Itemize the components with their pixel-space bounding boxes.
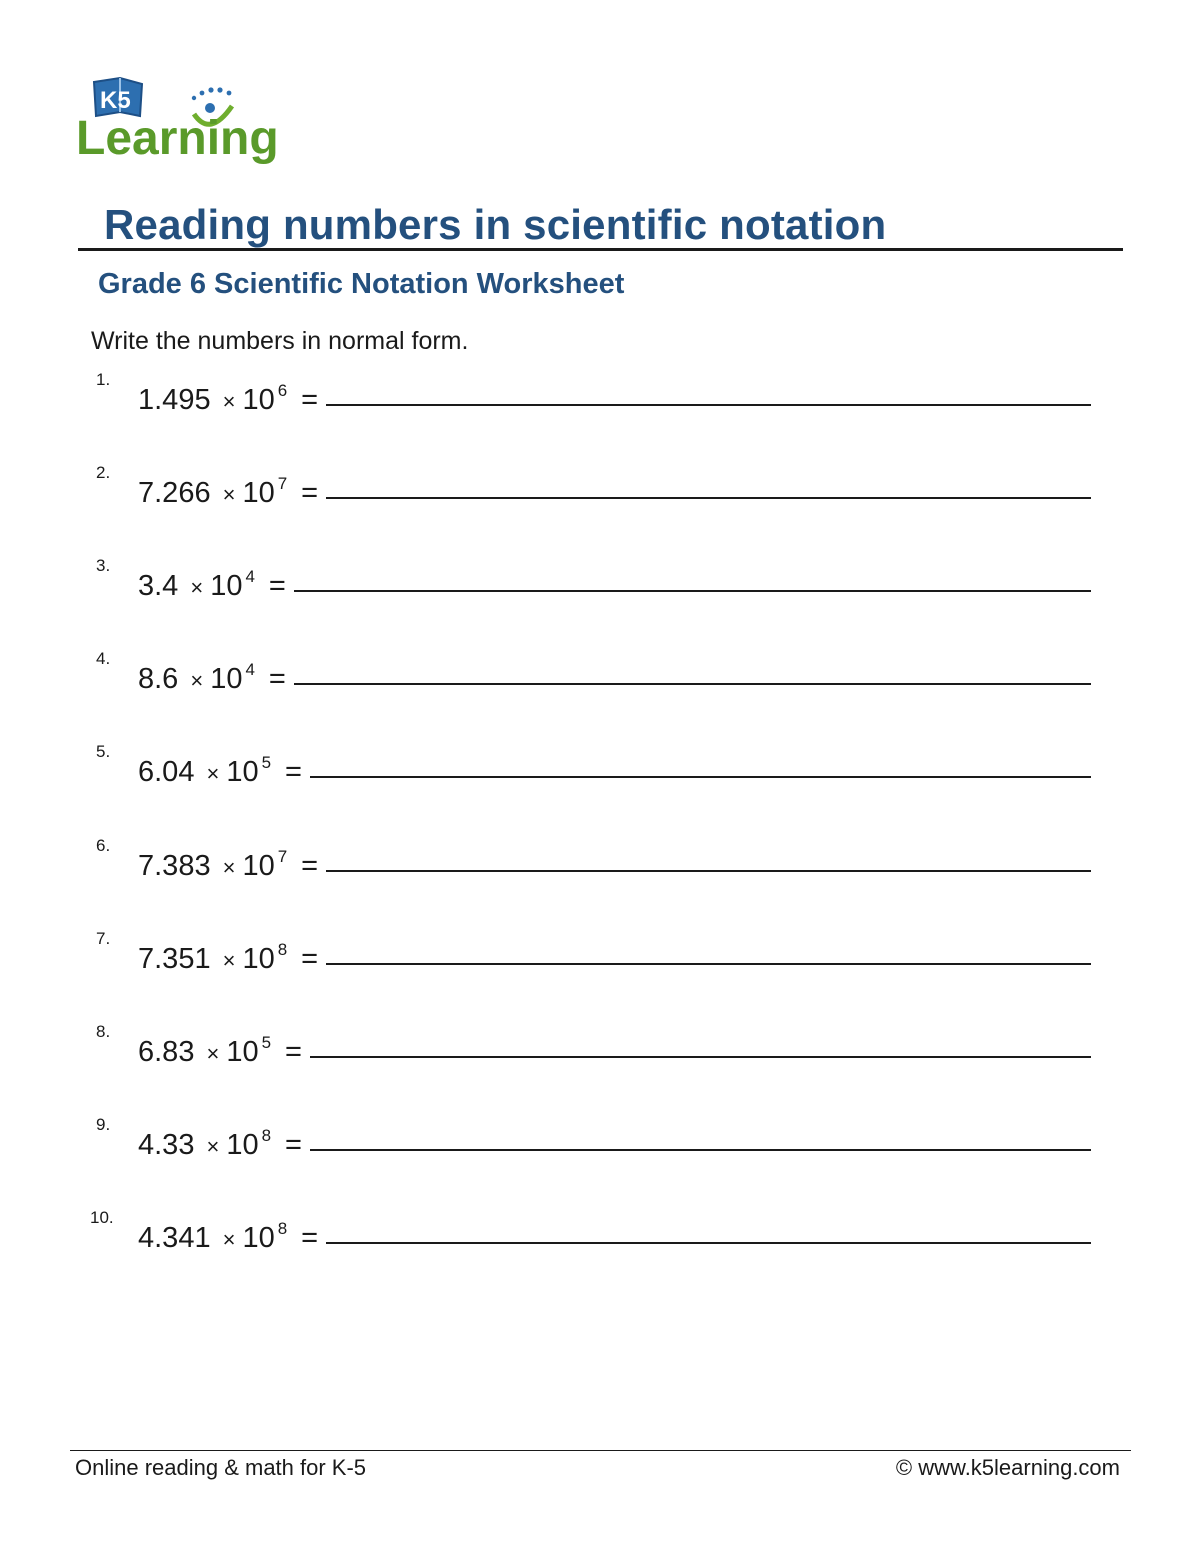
coefficient: 6.83	[138, 1035, 195, 1068]
equals-symbol: =	[268, 663, 286, 696]
answer-line[interactable]	[310, 1149, 1091, 1151]
worksheet-subtitle: Grade 6 Scientific Notation Worksheet	[98, 268, 625, 300]
answer-line[interactable]	[310, 776, 1091, 778]
answer-line[interactable]	[326, 497, 1091, 499]
exponent: 8	[277, 1218, 288, 1238]
times-symbol: ×	[190, 668, 204, 694]
exponent: 5	[261, 1032, 272, 1052]
problem-expression	[138, 1026, 302, 1071]
equals-symbol: =	[285, 756, 302, 789]
coefficient: 7.383	[138, 849, 211, 882]
problem-number: 4.	[96, 649, 111, 669]
equals-symbol: =	[285, 1128, 302, 1161]
problem-number: 9.	[96, 1114, 111, 1134]
problem-item	[0, 556, 1200, 616]
base-ten: 10	[226, 1128, 259, 1161]
exponent: 4	[245, 660, 255, 680]
problem-number: 3.	[96, 556, 111, 576]
logo-k5-text: K5	[100, 87, 131, 114]
problem-item	[0, 1022, 1200, 1082]
instructions: Write the numbers in normal form.	[91, 327, 469, 355]
base-ten: 10	[242, 849, 275, 882]
coefficient: 4.341	[138, 1221, 211, 1254]
problem-item	[0, 1115, 1200, 1175]
problem-number: 7.	[96, 928, 111, 948]
problem-expression	[138, 653, 286, 698]
problem-item	[0, 1208, 1200, 1268]
coefficient: 6.04	[138, 756, 195, 789]
base-ten: 10	[242, 942, 275, 975]
equals-symbol: =	[268, 570, 286, 603]
equals-symbol: =	[301, 1221, 319, 1254]
page-title: Reading numbers in scientific notation	[104, 201, 887, 248]
times-symbol: ×	[222, 1226, 236, 1252]
answer-line[interactable]	[310, 1056, 1091, 1058]
problem-expression	[138, 746, 302, 791]
equals-symbol: =	[301, 384, 319, 416]
answer-line[interactable]	[294, 590, 1091, 592]
problem-expression	[138, 467, 318, 512]
base-ten: 10	[210, 570, 243, 603]
problem-expression	[138, 560, 286, 605]
coefficient: 7.351	[138, 942, 211, 975]
coefficient: 8.6	[138, 663, 179, 696]
base-ten: 10	[242, 1221, 275, 1254]
times-symbol: ×	[222, 854, 236, 880]
coefficient: 4.33	[138, 1128, 195, 1161]
times-symbol: ×	[222, 482, 236, 508]
base-ten: 10	[210, 663, 243, 696]
equals-symbol: =	[301, 849, 319, 882]
problem-item	[0, 649, 1200, 709]
answer-line[interactable]	[326, 404, 1091, 406]
problem-item	[0, 463, 1200, 523]
footer-website: © www.k5learning.com	[895, 1455, 1120, 1480]
equals-symbol: =	[301, 477, 319, 510]
coefficient: 7.266	[138, 477, 211, 510]
equals-symbol: =	[285, 1035, 302, 1068]
problem-number: 6.	[96, 835, 111, 855]
exponent: 8	[261, 1125, 272, 1145]
coefficient: 3.4	[138, 570, 179, 603]
problem-number: 5.	[96, 742, 111, 762]
problem-number: 1.	[96, 370, 111, 389]
exponent: 7	[277, 474, 288, 494]
footer-tagline: Online reading & math for K-5	[75, 1455, 367, 1480]
times-symbol: ×	[206, 1040, 220, 1066]
coefficient: 1.495	[138, 384, 211, 416]
problem-item	[0, 370, 1200, 430]
answer-line[interactable]	[294, 683, 1091, 685]
k5-learning-logo	[76, 76, 296, 172]
problem-expression	[138, 374, 318, 419]
exponent: 5	[261, 753, 272, 773]
problem-number: 8.	[96, 1021, 111, 1041]
problem-expression	[138, 840, 318, 885]
problem-expression	[138, 1119, 302, 1164]
problem-item	[0, 836, 1200, 896]
base-ten: 10	[242, 477, 275, 510]
title-divider	[78, 248, 1123, 251]
base-ten: 10	[242, 384, 275, 416]
exponent: 4	[245, 567, 255, 587]
problem-number: 10.	[90, 1207, 114, 1227]
base-ten: 10	[226, 756, 259, 789]
answer-line[interactable]	[326, 870, 1091, 872]
times-symbol: ×	[222, 389, 236, 414]
k5-learning-logo-graphic	[76, 76, 296, 172]
base-ten: 10	[226, 1035, 259, 1068]
problem-item	[0, 929, 1200, 989]
answer-line[interactable]	[326, 1242, 1091, 1244]
times-symbol: ×	[190, 575, 204, 601]
exponent: 8	[277, 939, 288, 959]
problem-expression	[138, 933, 318, 978]
exponent: 7	[277, 846, 288, 866]
answer-line[interactable]	[326, 963, 1091, 965]
problem-item	[0, 742, 1200, 802]
times-symbol: ×	[206, 1133, 220, 1159]
times-symbol: ×	[206, 761, 220, 787]
times-symbol: ×	[222, 947, 236, 973]
exponent: 6	[277, 381, 288, 400]
problem-expression	[138, 1212, 318, 1257]
logo-learning-text: Learning	[76, 112, 279, 165]
problem-number: 2.	[96, 463, 111, 483]
equals-symbol: =	[301, 942, 319, 975]
footer-divider	[70, 1450, 1131, 1451]
